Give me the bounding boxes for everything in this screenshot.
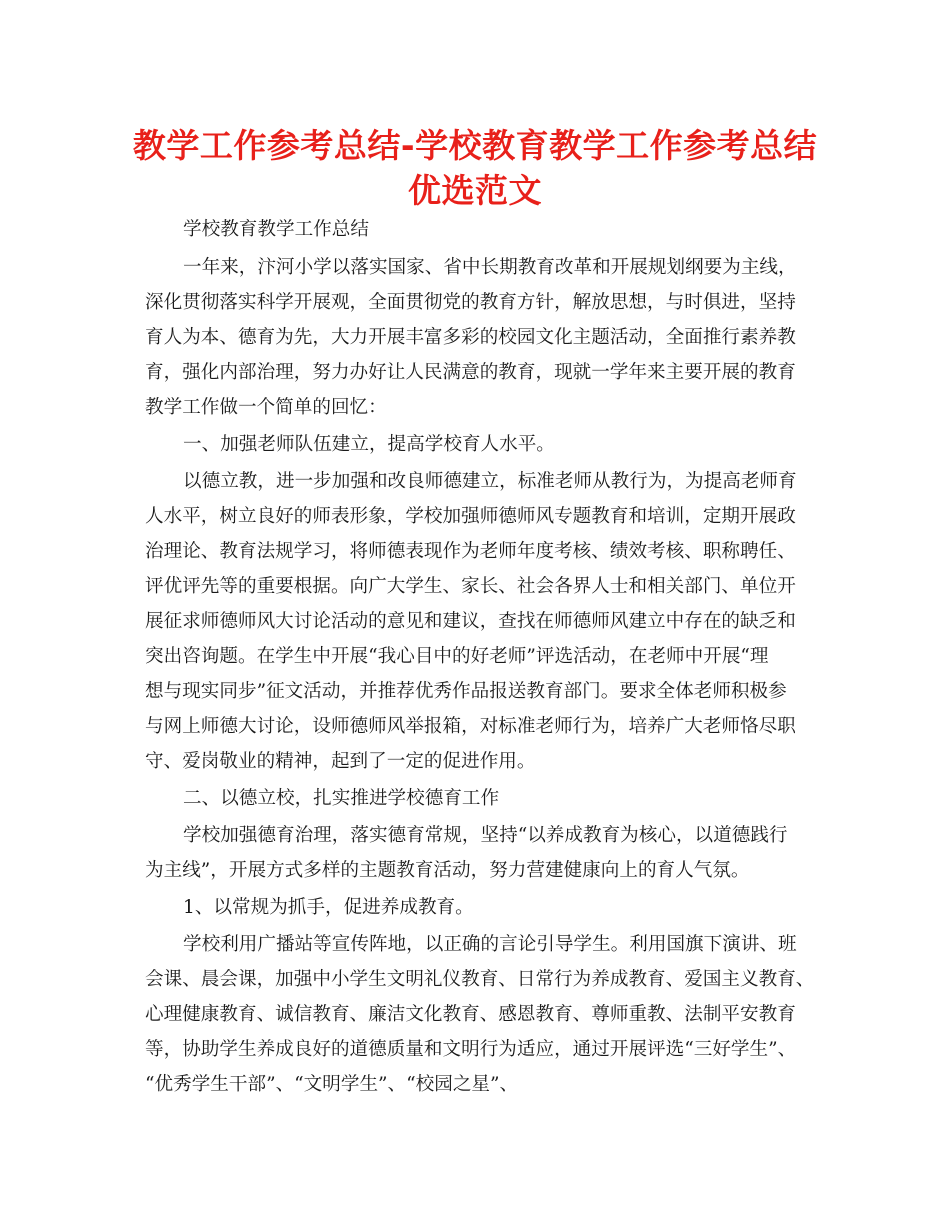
paragraph-line: 治理论、教育法规学习，将师德表现作为老师年度考核、绩效考核、职称聘任、 [145, 541, 796, 562]
paragraph-line: 突出咨询题。在学生中开展“我心目中的好老师”评选活动，在老师中开展“理 [145, 646, 769, 667]
paragraph-line: 深化贯彻落实科学开展观，全面贯彻党的教育方针，解放思想，与时俱进，坚持 [145, 292, 796, 313]
paragraph-line: 学校利用广播站等宣传阵地，以正确的言论引导学生。利用国旗下演讲、班 [183, 934, 797, 955]
paragraph-line: 学校加强德育治理，落实德育常规，坚持“以养成教育为核心，以道德践行 [183, 825, 788, 846]
paragraph-line: 会课、晨会课，加强中小学生文明礼仪教育、日常行为养成教育、爱国主义教育、 [145, 969, 815, 990]
paragraph-line: 等，协助学生养成良好的道德质量和文明行为适应，通过开展评选“三好学生”、 [145, 1039, 797, 1060]
section-heading: 学校教育教学工作总结 [183, 219, 369, 240]
paragraph-line: 育，强化内部治理，努力办好让人民满意的教育，现就一学年来主要开展的教育 [145, 362, 796, 383]
paragraph-line: 守、爱岗敬业的精神，起到了一定的促进作用。 [145, 751, 536, 772]
paragraph-line: 想与现实同步”征文活动，并推荐优秀作品报送教育部门。要求全体老师积极参 [145, 681, 787, 702]
section-heading: 一、加强老师队伍建立，提高学校育人水平。 [183, 434, 555, 455]
paragraph-line: 展征求师德师风大讨论活动的意见和建议，查找在师德师风建立中存在的缺乏和 [145, 611, 796, 632]
paragraph-line: 一年来，汴河小学以落实国家、省中长期教育改革和开展规划纲要为主线， [183, 257, 797, 278]
paragraph-line: 教学工作做一个简单的回忆： [145, 397, 387, 418]
document-title-line-1: 教学工作参考总结-学校教育教学工作参考总结 [132, 126, 818, 165]
paragraph-line: 以德立教，进一步加强和改良师德建立，标准老师从教行为，为提高老师育 [183, 471, 797, 492]
section-heading: 1、以常规为抓手，促进养成教育。 [183, 897, 474, 918]
paragraph-line: 育人为本、德育为先，大力开展丰富多彩的校园文化主题活动，全面推行素养教 [145, 327, 796, 348]
paragraph-line: 为主线”，开展方式多样的主题教育活动，努力营建健康向上的育人气氛。 [145, 860, 750, 881]
paragraph-line: 与网上师德大讨论，设师德师风举报箱，对标准老师行为，培养广大老师恪尽职 [145, 716, 796, 737]
paragraph-line: 心理健康教育、诚信教育、廉洁文化教育、感恩教育、尊师重教、法制平安教育 [145, 1004, 796, 1025]
paragraph-line: 人水平，树立良好的师表形象，学校加强师德师风专题教育和培训，定期开展政 [145, 506, 796, 527]
document-title-line-2: 优选范文 [408, 171, 542, 210]
paragraph-line: “优秀学生干部”、“文明学生”、“校园之星”、 [145, 1074, 519, 1095]
section-heading: 二、以德立校，扎实推进学校德育工作 [183, 788, 500, 809]
paragraph-line: 评优评先等的重要根据。向广大学生、家长、社会各界人士和相关部门、单位开 [145, 576, 796, 597]
